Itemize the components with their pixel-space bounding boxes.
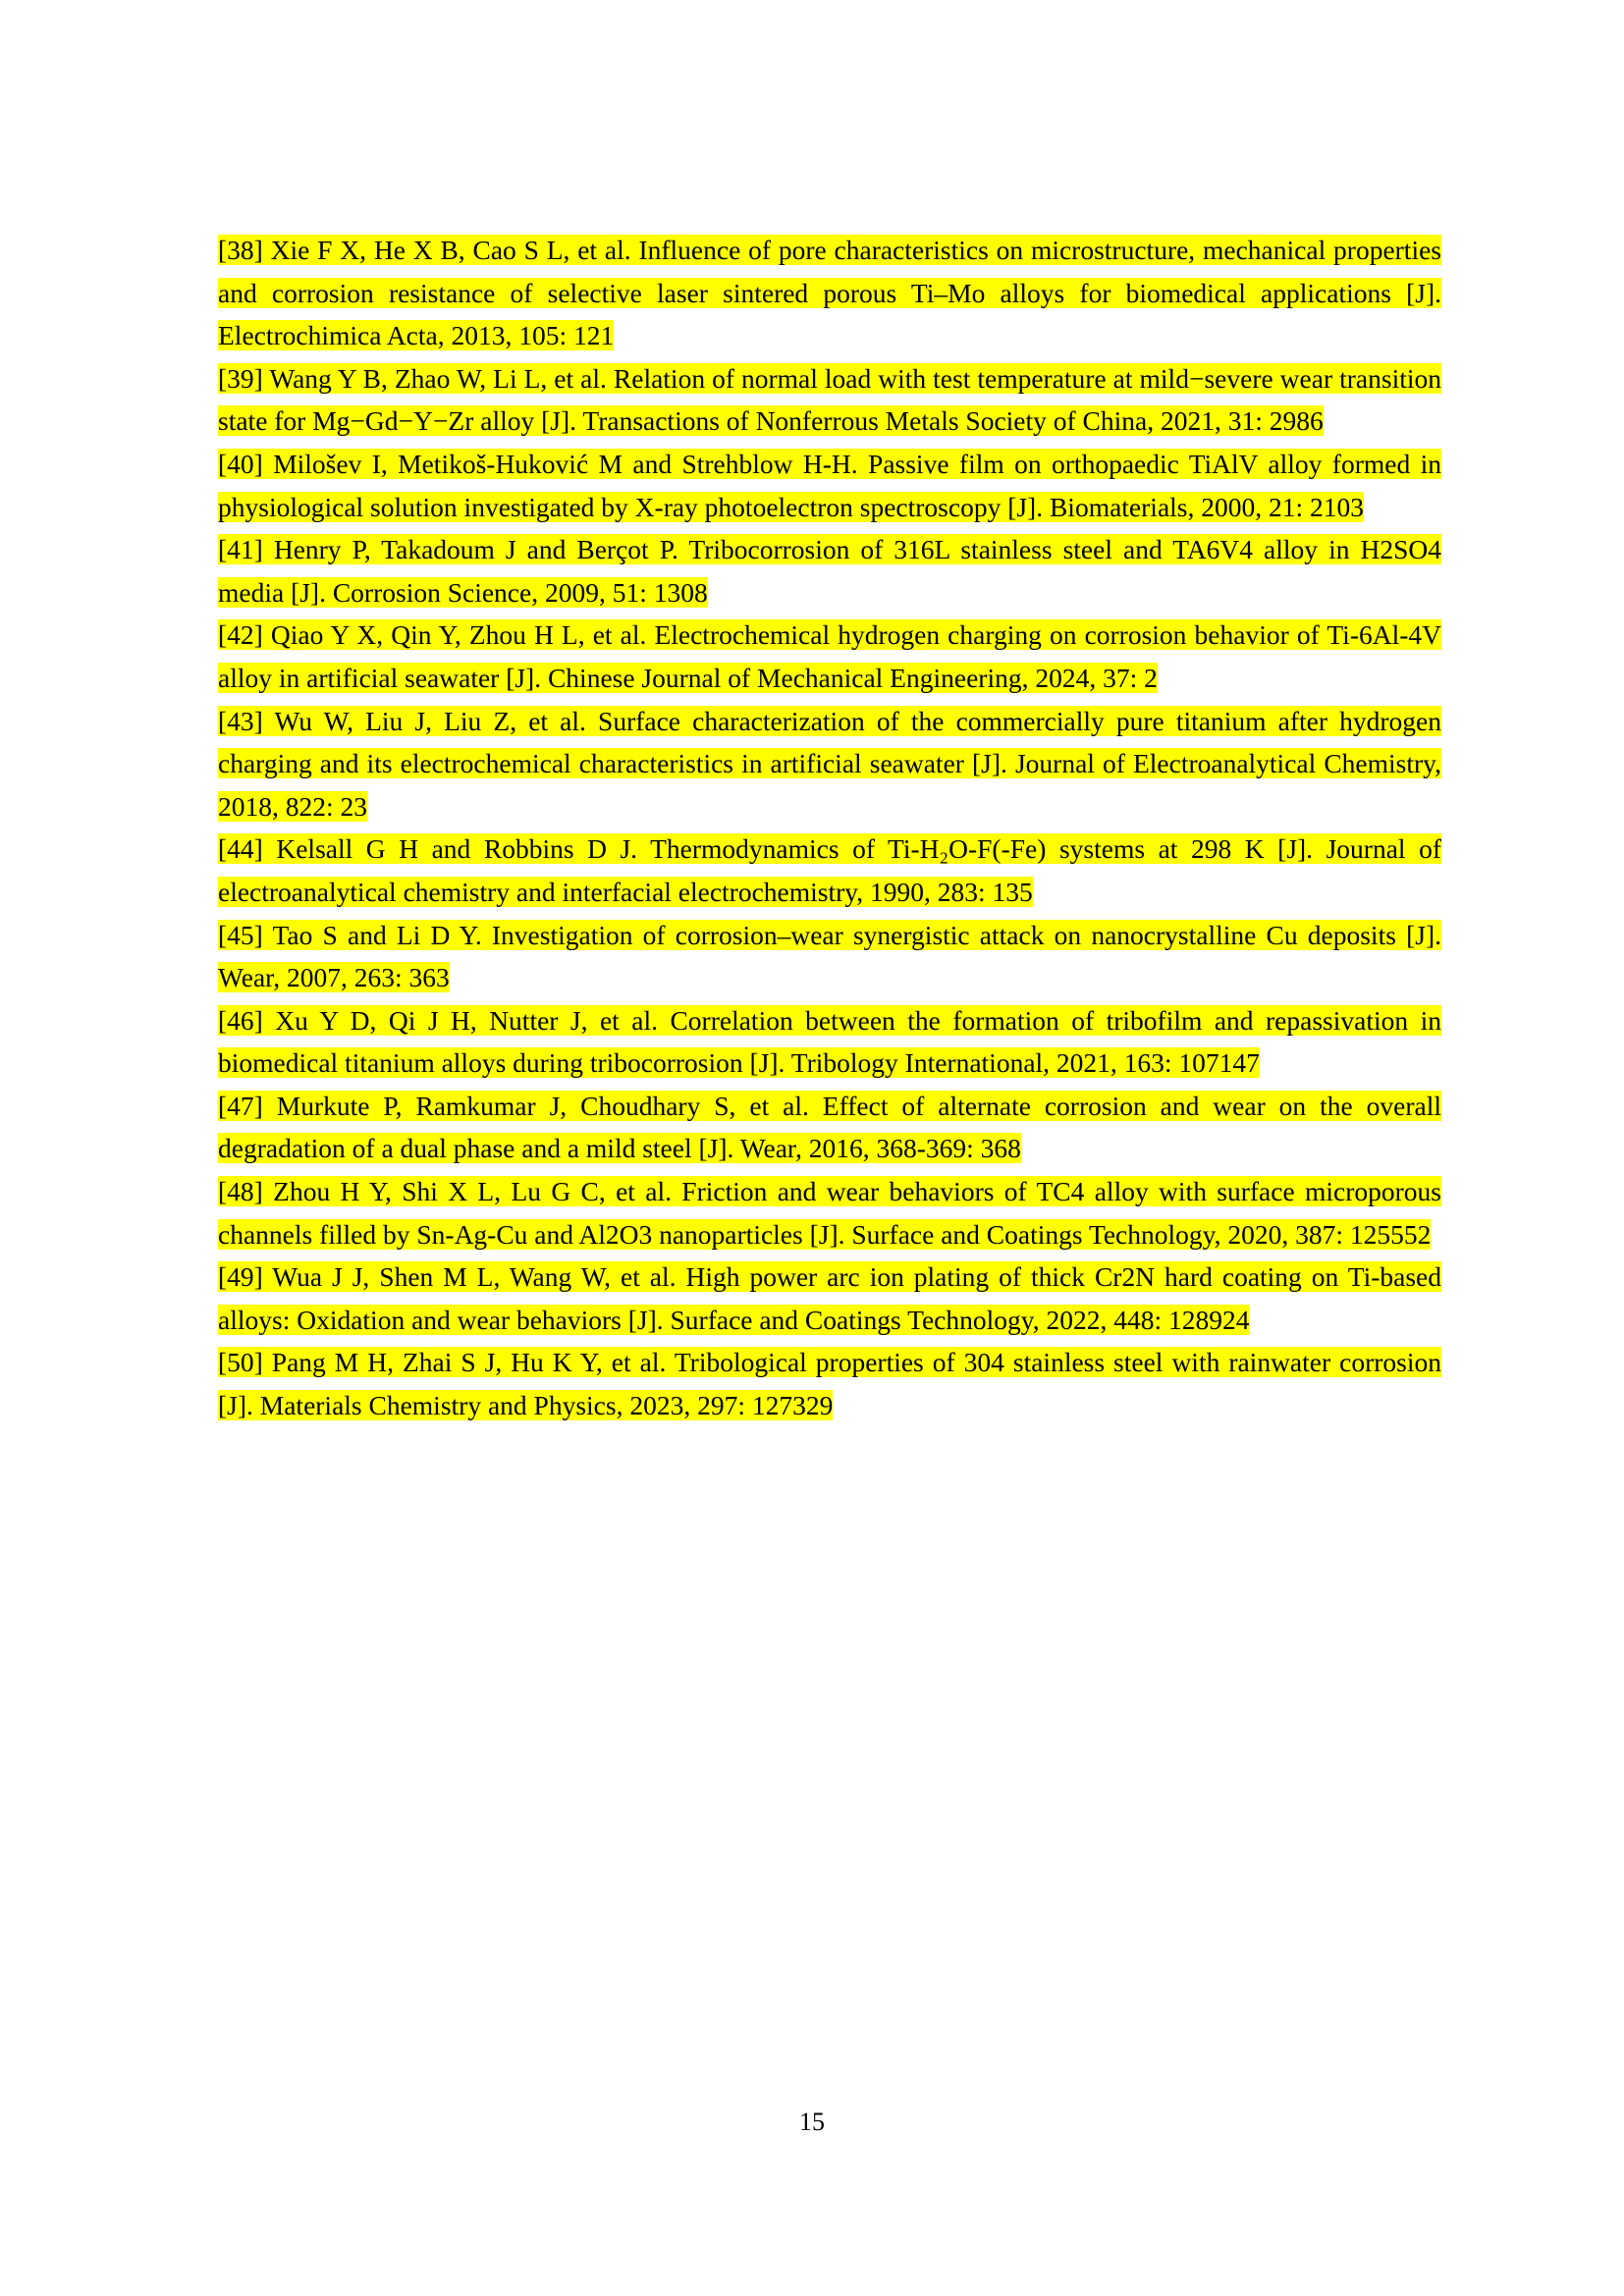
reference-list <box>218 229 1441 1427</box>
reference-45 <box>218 914 1441 999</box>
reference-43-text: [43] Wu W, Liu J, Liu Z, et al. Surface characterization of the commercially pure titanium after hydrogen charging and its electrochemical characteristics in artificial seawater [J]. Journal of Electroanalytical Chemistry, 2018, 822: 23 <box>218 705 1441 822</box>
reference-44-text: [44] Kelsall G H and Robbins D J. Thermodynamics of Ti-H₂O-F(-Fe) systems at 298 K [J]. Journal of electroanalytical chemistry and interfacial electrochemistry, 1990, 283: 135 <box>218 833 1441 907</box>
reference-47-text: [47] Murkute P, Ramkumar J, Choudhary S, et al. Effect of alternate corrosion and wear on the overall degradation of a dual phase and a mild steel [J]. Wear, 2016, 368-369: 368 <box>218 1090 1441 1164</box>
reference-39-text: [39] Wang Y B, Zhao W, Li L, et al. Relation of normal load with test temperature at mild−severe wear transition state for Mg−Gd−Y−Zr alloy [J]. Transactions of Nonferrous Metals Society of China, 2021, 31: 2986 <box>218 362 1441 437</box>
reference-41 <box>218 528 1441 614</box>
reference-43 <box>218 700 1441 828</box>
reference-42 <box>218 614 1441 699</box>
reference-40-text: [40] Milošev I, Metikoš-Huković M and Strehblow H-H. Passive film on orthopaedic TiAlV alloy formed in physiological solution investigated by X-ray photoelectron spectroscopy [J]. Biomaterials, 2000, 21: 2103 <box>218 448 1441 522</box>
reference-45-text: [45] Tao S and Li D Y. Investigation of corrosion–wear synergistic attack on nanocrystalline Cu deposits [J]. Wear, 2007, 263: 363 <box>218 919 1441 993</box>
reference-49-text: [49] Wua J J, Shen M L, Wang W, et al. High power arc ion plating of thick Cr2N hard coating on Ti-based alloys: Oxidation and wear behaviors [J]. Surface and Coatings Technology, 2022, 448: 128924 <box>218 1261 1441 1335</box>
reference-41-text: [41] Henry P, Takadoum J and Berçot P. Tribocorrosion of 316L stainless steel and TA6V4 alloy in H2SO4 media [J]. Corrosion Science, 2009, 51: 1308 <box>218 534 1441 608</box>
reference-48 <box>218 1170 1441 1255</box>
reference-49 <box>218 1255 1441 1341</box>
reference-46 <box>218 999 1441 1085</box>
reference-47 <box>218 1085 1441 1170</box>
reference-50 <box>218 1341 1441 1426</box>
reference-50-text: [50] Pang M H, Zhai S J, Hu K Y, et al. Tribological properties of 304 stainless steel with rainwater corrosion [J]. Materials Chemistry and Physics, 2023, 297: 127329 <box>218 1347 1441 1421</box>
page-number: 15 <box>799 2108 825 2136</box>
reference-48-text: [48] Zhou H Y, Shi X L, Lu G C, et al. Friction and wear behaviors of TC4 alloy with surface microporous channels filled by Sn-Ag-Cu and Al2O3 nanoparticles [J]. Surface and Coatings Technology, 2020, 387: 125552 <box>218 1176 1441 1250</box>
reference-40 <box>218 443 1441 528</box>
reference-39 <box>218 357 1441 443</box>
reference-38-text: [38] Xie F X, He X B, Cao S L, et al. Influence of pore characteristics on microstructure, mechanical properties and corrosion resistance of selective laser sintered porous Ti–Mo alloys for biomedical applications [J]. Electrochimica Acta, 2013, 105: 121 <box>218 235 1441 351</box>
reference-42-text: [42] Qiao Y X, Qin Y, Zhou H L, et al. Electrochemical hydrogen charging on corrosion behavior of Ti-6Al-4V alloy in artificial seawater [J]. Chinese Journal of Mechanical Engineering, 2024, 37: 2 <box>218 619 1441 693</box>
reference-38 <box>218 229 1441 357</box>
reference-44 <box>218 828 1441 913</box>
reference-46-text: [46] Xu Y D, Qi J H, Nutter J, et al. Correlation between the formation of tribofilm and repassivation in biomedical titanium alloys during tribocorrosion [J]. Tribology International, 2021, 163: 107147 <box>218 1004 1441 1079</box>
